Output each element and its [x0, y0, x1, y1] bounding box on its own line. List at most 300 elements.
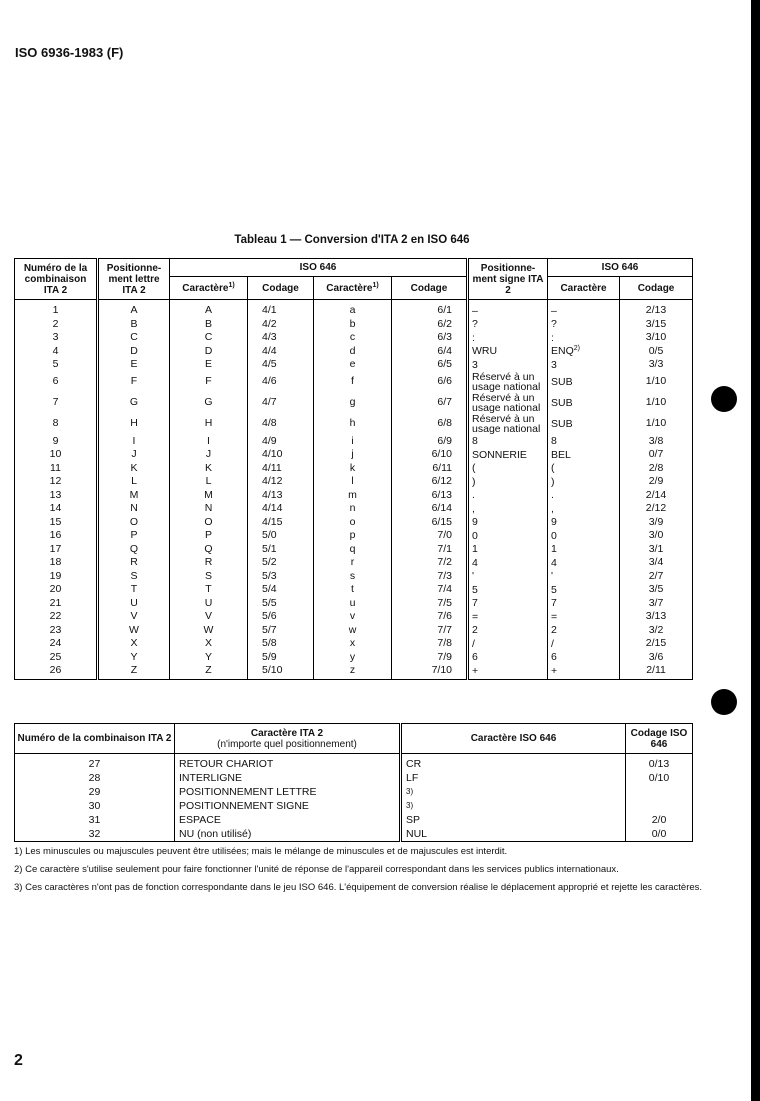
table-cell: 2	[15, 318, 98, 332]
table-cell: 3/10	[620, 331, 693, 345]
table-cell: '	[468, 570, 548, 584]
table-row	[15, 462, 693, 476]
table-row	[15, 331, 693, 345]
table-cell: d	[314, 345, 392, 359]
table-row	[15, 771, 693, 785]
table-cell: 2/7	[620, 570, 693, 584]
table-row	[15, 502, 693, 516]
table-cell: 4	[15, 345, 98, 359]
table-cell: 0	[468, 529, 548, 543]
table-row	[15, 624, 693, 638]
table-row	[15, 516, 693, 530]
table-cell: INTERLIGNE	[175, 771, 401, 785]
note-ref: 1)	[372, 281, 379, 289]
table-cell: 6/2	[392, 318, 468, 332]
table-cell: SUB	[548, 393, 620, 414]
col-header-codage: Codage	[248, 277, 314, 300]
col-header-caractere: Caractère$^{1)}$	[170, 277, 248, 300]
table-row	[15, 651, 693, 665]
table-row	[15, 570, 693, 584]
table-cell: 3)	[401, 799, 626, 813]
table-cell: 9	[468, 516, 548, 530]
control-table-body	[15, 754, 693, 842]
table-cell: ?	[548, 318, 620, 332]
table-cell: W	[98, 624, 170, 638]
table-cell: H	[98, 414, 170, 435]
table-cell: Z	[98, 664, 170, 679]
col-header-num: Numéro de la combinaison ITA 2	[15, 259, 98, 300]
table-cell: 3/2	[620, 624, 693, 638]
table-row	[15, 475, 693, 489]
table-cell: M	[98, 489, 170, 503]
table-cell: 2/11	[620, 664, 693, 679]
table-cell: 2/15	[620, 637, 693, 651]
note-ref: 2)	[573, 345, 581, 352]
table-cell: 7/3	[392, 570, 468, 584]
table-row	[15, 529, 693, 543]
table-cell: 1	[468, 543, 548, 557]
table-cell: U	[98, 597, 170, 611]
table-cell: 6/5	[392, 358, 468, 372]
table-cell: b	[314, 318, 392, 332]
table-cell: 7	[548, 597, 620, 611]
table-cell: 4	[468, 556, 548, 570]
table-cell: 9	[548, 516, 620, 530]
table-cell: 6/13	[392, 489, 468, 503]
table-row	[15, 610, 693, 624]
table-cell: 14	[15, 502, 98, 516]
table-cell: J	[170, 448, 248, 462]
table-row	[15, 372, 693, 393]
table-cell: 7/7	[392, 624, 468, 638]
table-cell: 5/5	[248, 597, 314, 611]
col-header-caractere-min: Caractère$^{1)}$	[314, 277, 392, 300]
table-cell: +	[468, 664, 548, 679]
table-cell: E	[98, 358, 170, 372]
table-cell: 5	[15, 358, 98, 372]
table-cell: M	[170, 489, 248, 503]
table-cell: RETOUR CHARIOT	[175, 754, 401, 772]
table-cell: P	[170, 529, 248, 543]
table-cell: K	[170, 462, 248, 476]
table-cell: H	[170, 414, 248, 435]
t2-header-codage: Codage ISO 646	[626, 724, 693, 754]
table-cell: NU (non utilisé)	[175, 827, 401, 842]
table-cell: 28	[15, 771, 175, 785]
control-table	[14, 723, 693, 842]
table-cell: 5/3	[248, 570, 314, 584]
table-cell: e	[314, 358, 392, 372]
table-cell: 7/6	[392, 610, 468, 624]
table-cell: o	[314, 516, 392, 530]
table-cell: J	[98, 448, 170, 462]
table-cell: 30	[15, 799, 175, 813]
table-cell: 6	[15, 372, 98, 393]
table-row	[15, 813, 693, 827]
table-cell: w	[314, 624, 392, 638]
table-cell: S	[170, 570, 248, 584]
table-cell: 0/10	[626, 771, 693, 785]
table-cell: 26	[15, 664, 98, 679]
table-cell: 2/14	[620, 489, 693, 503]
table-cell: 3/7	[620, 597, 693, 611]
table-cell: 5	[548, 583, 620, 597]
table-cell: L	[170, 475, 248, 489]
table-cell: L	[98, 475, 170, 489]
table-cell: 13	[15, 489, 98, 503]
table-cell: 6/4	[392, 345, 468, 359]
col-header-iso646-b: ISO 646	[548, 259, 693, 277]
table-cell: ENQ$^{2)}$	[548, 345, 620, 359]
table-row	[15, 827, 693, 842]
table-cell: s	[314, 570, 392, 584]
table-row	[15, 318, 693, 332]
footnotes	[14, 846, 704, 900]
table-cell: x	[314, 637, 392, 651]
table-cell: 3)	[401, 785, 626, 799]
table-cell: 6/12	[392, 475, 468, 489]
table-cell: m	[314, 489, 392, 503]
page-number: 2	[14, 1052, 23, 1069]
table-cell: +	[548, 664, 620, 679]
table-cell: 31	[15, 813, 175, 827]
table-cell: 6	[468, 651, 548, 665]
table-cell: O	[98, 516, 170, 530]
table-cell: POSITIONNEMENT LETTRE	[175, 785, 401, 799]
table-row	[15, 435, 693, 449]
table-cell: 1/10	[620, 372, 693, 393]
table-cell: 4/11	[248, 462, 314, 476]
table-cell: /	[468, 637, 548, 651]
table-cell: 4/2	[248, 318, 314, 332]
table-cell: l	[314, 475, 392, 489]
table-cell: 4/12	[248, 475, 314, 489]
table-cell: 3/9	[620, 516, 693, 530]
table-row	[15, 583, 693, 597]
table-cell: 8	[468, 435, 548, 449]
table-cell: v	[314, 610, 392, 624]
table-cell: –	[548, 300, 620, 318]
table-cell: 5/0	[248, 529, 314, 543]
table-cell: 5/1	[248, 543, 314, 557]
page-header: ISO 6936-1983 (F)	[15, 45, 124, 60]
table-cell: 7/4	[392, 583, 468, 597]
table-cell: 4/4	[248, 345, 314, 359]
table-cell: 16	[15, 529, 98, 543]
table-cell: N	[170, 502, 248, 516]
table-cell: V	[170, 610, 248, 624]
col-header-codage-signe: Codage	[620, 277, 693, 300]
table-cell: ,	[548, 502, 620, 516]
conversion-table-body	[15, 300, 693, 680]
punch-hole	[711, 386, 737, 412]
table-row	[15, 754, 693, 772]
table-cell: ESPACE	[175, 813, 401, 827]
table-cell: T	[170, 583, 248, 597]
table-cell: j	[314, 448, 392, 462]
table-cell: 6/11	[392, 462, 468, 476]
table-row	[15, 414, 693, 435]
table-cell: 4/6	[248, 372, 314, 393]
footnote: 2) Ce caractère s'utilise seulement pour faire fonctionner l'unité de réponse de l'appareil correspondant dans les services publics internationaux.	[14, 864, 619, 875]
table-cell: 19	[15, 570, 98, 584]
table-cell: X	[170, 637, 248, 651]
table-cell: 1/10	[620, 414, 693, 435]
table-cell: A	[170, 300, 248, 318]
table-cell: R	[170, 556, 248, 570]
table-cell: 29	[15, 785, 175, 799]
table-cell: 3/1	[620, 543, 693, 557]
table-cell: N	[98, 502, 170, 516]
table-cell: )	[468, 475, 548, 489]
table-cell: B	[170, 318, 248, 332]
table-cell: CR	[401, 754, 626, 772]
table-cell: 18	[15, 556, 98, 570]
table-cell: i	[314, 435, 392, 449]
table-cell: h	[314, 414, 392, 435]
table-cell: .	[468, 489, 548, 503]
table-row	[15, 300, 693, 318]
table-cell: 5/7	[248, 624, 314, 638]
table-cell: 4/3	[248, 331, 314, 345]
table-cell: SP	[401, 813, 626, 827]
table-cell: 15	[15, 516, 98, 530]
table-cell: )	[548, 475, 620, 489]
table-cell: Réservé à un usage national	[468, 393, 548, 414]
table-cell: (	[548, 462, 620, 476]
footnote: 3) Ces caractères n'ont pas de fonction correspondante dans le jeu ISO 646. L'équipement de conversion réalise le déplacement approprié et rejette les caractères.	[14, 882, 703, 893]
table-cell: BEL	[548, 448, 620, 462]
table-cell: 12	[15, 475, 98, 489]
table-cell: c	[314, 331, 392, 345]
table-cell: 2/0	[626, 813, 693, 827]
table-cell: 8	[548, 435, 620, 449]
table-cell: 24	[15, 637, 98, 651]
table-cell: 6/14	[392, 502, 468, 516]
table-cell: 6/10	[392, 448, 468, 462]
table-cell: X	[98, 637, 170, 651]
table-cell: SONNERIE	[468, 448, 548, 462]
table-cell: f	[314, 372, 392, 393]
table-cell: B	[98, 318, 170, 332]
table-cell: 3	[548, 358, 620, 372]
table-cell: 21	[15, 597, 98, 611]
col-header-caractere-signe: Caractère	[548, 277, 620, 300]
table-cell: 0/5	[620, 345, 693, 359]
table-cell: y	[314, 651, 392, 665]
table-cell: =	[548, 610, 620, 624]
table-cell: E	[170, 358, 248, 372]
table-cell: z	[314, 664, 392, 679]
table-cell: G	[170, 393, 248, 414]
table-cell: 6/9	[392, 435, 468, 449]
table-cell: 6/8	[392, 414, 468, 435]
table-cell: Réservé à un usage national	[468, 372, 548, 393]
table-cell: 3/4	[620, 556, 693, 570]
table-cell: 4/13	[248, 489, 314, 503]
table-cell: 4/9	[248, 435, 314, 449]
table-cell: 9	[15, 435, 98, 449]
table-row	[15, 637, 693, 651]
table-cell	[626, 799, 693, 813]
table-cell: Q	[170, 543, 248, 557]
table-cell: F	[98, 372, 170, 393]
col-header-codage-min: Codage	[392, 277, 468, 300]
table-cell: 3	[468, 358, 548, 372]
table-cell: SUB	[548, 414, 620, 435]
table-cell: 10	[15, 448, 98, 462]
col-header-pos-signe: Positionne-ment signe ITA 2	[468, 259, 548, 300]
table1-caption: Tableau 1 — Conversion d'ITA 2 en ISO 646	[234, 234, 470, 246]
t2-header-iso: Caractère ISO 646	[401, 724, 626, 754]
table-cell: 32	[15, 827, 175, 842]
table-cell: 3/6	[620, 651, 693, 665]
table-cell: –	[468, 300, 548, 318]
table-cell: n	[314, 502, 392, 516]
table-cell: 0/7	[620, 448, 693, 462]
table-cell: V	[98, 610, 170, 624]
table-cell: 6	[548, 651, 620, 665]
table-cell: 7	[15, 393, 98, 414]
table-cell: 2	[548, 624, 620, 638]
table-cell: 3/5	[620, 583, 693, 597]
table-cell: F	[170, 372, 248, 393]
scan-edge	[751, 0, 760, 1101]
table-cell: :	[468, 331, 548, 345]
table-cell: ?	[468, 318, 548, 332]
table-cell: 3/15	[620, 318, 693, 332]
table-cell: Y	[98, 651, 170, 665]
table-cell: 3/0	[620, 529, 693, 543]
table-cell: LF	[401, 771, 626, 785]
table-cell: D	[98, 345, 170, 359]
table-cell: Z	[170, 664, 248, 679]
table-row	[15, 345, 693, 359]
table-cell: 1/10	[620, 393, 693, 414]
table-cell: 1	[15, 300, 98, 318]
table-cell: POSITIONNEMENT SIGNE	[175, 799, 401, 813]
table-cell: 4/5	[248, 358, 314, 372]
table-cell: 22	[15, 610, 98, 624]
table-cell: 0/13	[626, 754, 693, 772]
col-header-iso646: ISO 646	[170, 259, 468, 277]
table-cell: g	[314, 393, 392, 414]
table-cell: 2/8	[620, 462, 693, 476]
table-cell: 4/1	[248, 300, 314, 318]
table-cell: 5/9	[248, 651, 314, 665]
table-row	[15, 799, 693, 813]
table-cell: 20	[15, 583, 98, 597]
table-cell: r	[314, 556, 392, 570]
table-cell: 2/13	[620, 300, 693, 318]
table-cell: 4/15	[248, 516, 314, 530]
table-cell: 17	[15, 543, 98, 557]
table-cell: 6/6	[392, 372, 468, 393]
table-cell: 5/8	[248, 637, 314, 651]
table-cell: 6/7	[392, 393, 468, 414]
table-cell: 2/9	[620, 475, 693, 489]
table-cell: 5/2	[248, 556, 314, 570]
t2-header-num: Numéro de la combinaison ITA 2	[15, 724, 175, 754]
table-cell: 4/8	[248, 414, 314, 435]
table-cell: 7/2	[392, 556, 468, 570]
conversion-table	[14, 258, 693, 680]
table-cell: O	[170, 516, 248, 530]
table-cell: 7/5	[392, 597, 468, 611]
table-cell: '	[548, 570, 620, 584]
table-cell: SUB	[548, 372, 620, 393]
col-header-pos-lettre: Positionne-ment lettre ITA 2	[98, 259, 170, 300]
table-cell: .	[548, 489, 620, 503]
table-cell: W	[170, 624, 248, 638]
table-cell: p	[314, 529, 392, 543]
table-cell: I	[98, 435, 170, 449]
table-cell: 6/15	[392, 516, 468, 530]
table-cell: 5/6	[248, 610, 314, 624]
table-cell: A	[98, 300, 170, 318]
table-cell: 1	[548, 543, 620, 557]
table-cell: 2	[468, 624, 548, 638]
table-row	[15, 664, 693, 679]
table-cell: (	[468, 462, 548, 476]
table-row	[15, 393, 693, 414]
table-row	[15, 358, 693, 372]
table-cell: 27	[15, 754, 175, 772]
table-row	[15, 448, 693, 462]
table-cell: 7/8	[392, 637, 468, 651]
table-row	[15, 543, 693, 557]
table-cell: 4/10	[248, 448, 314, 462]
table-cell	[626, 785, 693, 799]
table-cell: Réservé à un usage national	[468, 414, 548, 435]
table-cell: 7/1	[392, 543, 468, 557]
table-cell: :	[548, 331, 620, 345]
table-cell: 25	[15, 651, 98, 665]
table-row	[15, 597, 693, 611]
table-cell: 6/1	[392, 300, 468, 318]
table-cell: NUL	[401, 827, 626, 842]
table-cell: 4/7	[248, 393, 314, 414]
note-ref: 1)	[228, 281, 235, 289]
table-cell: T	[98, 583, 170, 597]
table-cell: C	[170, 331, 248, 345]
table-cell: 7/10	[392, 664, 468, 679]
table-cell: K	[98, 462, 170, 476]
table-row	[15, 785, 693, 799]
table-cell: S	[98, 570, 170, 584]
table-cell: 5/10	[248, 664, 314, 679]
table-cell: 7/0	[392, 529, 468, 543]
table-cell: t	[314, 583, 392, 597]
table-cell: 3/3	[620, 358, 693, 372]
table-cell: P	[98, 529, 170, 543]
table-cell: 3	[15, 331, 98, 345]
table-cell: 23	[15, 624, 98, 638]
table-cell: 7/9	[392, 651, 468, 665]
table-row	[15, 489, 693, 503]
table-cell: 8	[15, 414, 98, 435]
table-cell: 7	[468, 597, 548, 611]
table-cell: ,	[468, 502, 548, 516]
table-cell: 3/8	[620, 435, 693, 449]
table-cell: 0/0	[626, 827, 693, 842]
table-cell: 4/14	[248, 502, 314, 516]
table-cell: 6/3	[392, 331, 468, 345]
table-cell: 2/12	[620, 502, 693, 516]
table-cell: I	[170, 435, 248, 449]
footnote: 1) Les minuscules ou majuscules peuvent être utilisées; mais le mélange de minuscules et de majuscules est interdit.	[14, 846, 508, 857]
table-cell: D	[170, 345, 248, 359]
